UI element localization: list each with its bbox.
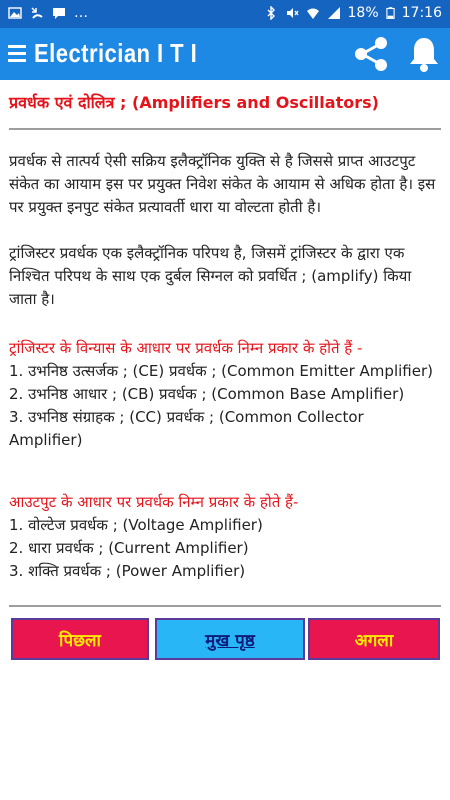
- bell-icon[interactable]: [406, 35, 442, 73]
- next-button[interactable]: अगला: [308, 618, 440, 660]
- prev-button[interactable]: पिछला: [11, 618, 149, 660]
- section2-list: [9, 514, 441, 583]
- message-icon: [52, 6, 66, 20]
- divider-bottom: [9, 605, 441, 607]
- status-left: [8, 5, 88, 21]
- menu-icon[interactable]: [8, 42, 26, 64]
- bluetooth-icon: [264, 6, 278, 20]
- list-item: 2. उभनिष्ठ आधार ; (CB) प्रवर्धक ; (Common Base Amplifier): [9, 385, 405, 403]
- list-item: 1. वोल्टेज प्रवर्धक ; (Voltage Amplifier): [9, 516, 263, 534]
- signal-icon: [327, 6, 341, 20]
- home-button[interactable]: मुख पृष्ठ: [155, 618, 305, 660]
- share-icon[interactable]: [352, 35, 390, 73]
- list-item: 2. धारा प्रवर्धक ; (Current Amplifier): [9, 539, 249, 557]
- battery-icon: [386, 6, 395, 20]
- divider-top: [9, 128, 441, 130]
- section1-title: ट्रांजिस्टर के विन्यास के आधार पर प्रवर्धक निम्न प्रकार के होते हैं -: [9, 339, 363, 357]
- battery-text: 18%: [347, 5, 379, 21]
- paragraph-2: ट्रांजिस्टर प्रवर्धक एक इलैक्ट्रॉनिक परिपथ है, जिसमें ट्रांजिस्टर के द्वारा एक निश्चित परिपथ के साथ एक दुर्बल सिग्नल को प्रवर्धित ; (amplify) किया जाता है।: [9, 244, 412, 308]
- more-dots: …: [74, 5, 88, 21]
- time-text: 17:16: [401, 5, 442, 21]
- phone-missed-icon: [30, 6, 44, 20]
- mute-icon: [285, 6, 299, 20]
- status-right: [264, 5, 442, 21]
- section2-title: आउटपुट के आधार पर प्रवर्धक निम्न प्रकार के होते हैं-: [9, 493, 299, 511]
- section1-list: [9, 360, 441, 452]
- app-title: Electrician I T I: [34, 38, 198, 68]
- page-heading: प्रवर्धक एवं दोलित्र ; (Amplifiers and Oscillators): [9, 93, 379, 112]
- wifi-icon: [306, 6, 320, 20]
- paragraph-1: प्रवर्धक से तात्पर्य ऐसी सक्रिय इलैक्ट्रॉनिक युक्ति से है जिससे प्राप्त आउटपुट संकेत का आयाम इस पर प्रयुक्त निवेश संकेत के आयाम से अधिक होता है। इस पर प्रयुक्त इनपुट संकेत प्रत्यावर्ती धारा या वोल्टता होती है।: [9, 152, 436, 216]
- list-item: 1. उभनिष्ठ उत्सर्जक ; (CE) प्रवर्धक ; (Common Emitter Amplifier): [9, 362, 433, 380]
- list-item: 3. शक्ति प्रवर्धक ; (Power Amplifier): [9, 562, 246, 580]
- status-bar: [0, 0, 450, 28]
- list-item: 3. उभनिष्ठ संग्राहक ; (CC) प्रवर्धक ; (Common Collector Amplifier): [9, 408, 364, 449]
- image-icon: [8, 6, 22, 20]
- app-bar: [0, 28, 450, 80]
